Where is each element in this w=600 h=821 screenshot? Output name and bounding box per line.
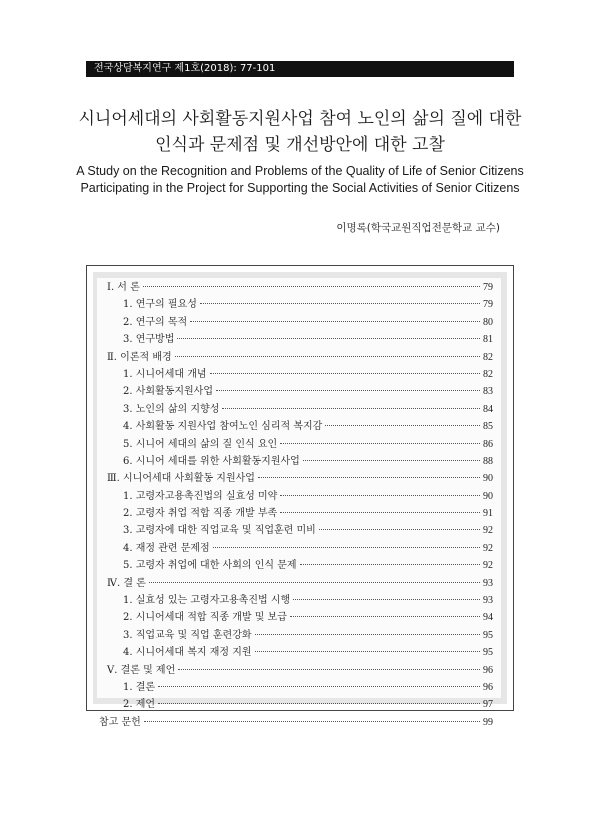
toc-page-number: 91 <box>483 508 493 520</box>
toc-page-number: 88 <box>483 455 493 467</box>
toc-page-number: 99 <box>483 716 493 728</box>
toc-section[interactable] <box>97 695 501 712</box>
toc-dot-leader <box>144 721 480 722</box>
toc-section[interactable] <box>97 382 501 399</box>
toc-list <box>97 278 501 730</box>
toc-page-number: 95 <box>483 629 493 641</box>
toc-entry-label: Ⅴ. 결론 및 제언 <box>107 664 176 676</box>
toc-dot-leader <box>175 356 480 357</box>
toc-dot-leader <box>213 547 480 548</box>
toc-entry-label: 참고 문헌 <box>99 716 141 728</box>
toc-dot-leader <box>190 321 480 322</box>
toc-page-number: 94 <box>483 612 493 624</box>
toc-page-number: 79 <box>483 282 493 293</box>
toc-entry-label: 2. 시니어세대 적합 직종 개발 및 보급 <box>123 612 287 624</box>
toc-page-number: 81 <box>483 334 493 346</box>
journal-header: 전국상담복지연구 제1호(2018): 77-101 <box>86 61 514 77</box>
toc-dot-leader <box>258 477 480 478</box>
toc-page-number: 96 <box>483 681 493 693</box>
toc-entry-label: 2. 고령자 취업 적합 직종 개발 부족 <box>123 508 278 520</box>
toc-dot-leader <box>158 686 480 687</box>
title-korean-line-2: 인식과 문제점 및 개선방안에 대한 고찰 <box>155 135 445 155</box>
toc-section[interactable] <box>97 521 501 538</box>
toc-dot-leader <box>158 703 480 704</box>
toc-entry-label: 4. 사회활동 지원사업 참여노인 심리적 복지감 <box>123 421 323 433</box>
toc-chapter[interactable] <box>97 469 501 486</box>
title-english-line-2: Participating in the Project for Supporting the Social Activities of Senior Citizens <box>80 181 520 195</box>
toc-page-number: 96 <box>483 664 493 676</box>
toc-entry-label: 3. 고령자에 대한 직업교육 및 직업훈련 미비 <box>123 525 316 537</box>
toc-dot-leader <box>255 634 480 635</box>
toc-dot-leader <box>325 425 480 426</box>
toc-entry-label: 1. 연구의 필요성 <box>123 299 197 311</box>
table-of-contents-box <box>86 265 514 728</box>
toc-entry-label: Ⅰ. 서 론 <box>107 282 140 293</box>
toc-chapter[interactable] <box>97 661 501 678</box>
toc-section[interactable] <box>97 365 501 382</box>
toc-section[interactable] <box>97 487 501 504</box>
toc-page-number: 90 <box>483 490 493 502</box>
toc-dot-leader <box>300 564 480 565</box>
toc-shadow-frame <box>93 272 507 728</box>
toc-page-number: 79 <box>483 299 493 311</box>
toc-page-number: 84 <box>483 403 493 415</box>
author-affiliation: 이명록(학국교원직업전문학교 교수) <box>336 222 500 234</box>
toc-section[interactable] <box>97 591 501 608</box>
toc-entry-label: 1. 고령자고용촉진법의 실효성 미약 <box>123 490 278 502</box>
toc-page-number: 97 <box>483 699 493 711</box>
toc-section[interactable] <box>97 556 501 573</box>
toc-section[interactable] <box>97 539 501 556</box>
toc-entry-label: Ⅳ. 결 론 <box>107 577 146 589</box>
toc-entry-label: 5. 고령자 취업에 대한 사회의 인식 문제 <box>123 560 297 572</box>
toc-dot-leader <box>143 286 480 287</box>
toc-entry-label: 3. 노인의 삶의 지향성 <box>123 403 220 415</box>
toc-section[interactable] <box>97 295 501 312</box>
toc-dot-leader <box>280 495 480 496</box>
toc-chapter[interactable] <box>97 278 501 295</box>
toc-reference[interactable] <box>97 713 501 730</box>
toc-section[interactable] <box>97 452 501 469</box>
toc-page-number: 90 <box>483 473 493 485</box>
toc-dot-leader <box>149 582 480 583</box>
toc-page-number: 82 <box>483 351 493 363</box>
toc-entry-label: 4. 시니어세대 복지 재정 지원 <box>123 647 252 659</box>
toc-section[interactable] <box>97 313 501 330</box>
toc-entry-label: 4. 재정 관련 문제점 <box>123 542 210 554</box>
toc-entry-label: 1. 시니어세대 개념 <box>123 368 207 380</box>
toc-section[interactable] <box>97 678 501 695</box>
toc-dot-leader <box>216 390 480 391</box>
toc-entry-label: 3. 연구방법 <box>123 334 175 346</box>
toc-dot-leader <box>200 303 480 304</box>
toc-page-number: 82 <box>483 368 493 380</box>
toc-section[interactable] <box>97 504 501 521</box>
toc-dot-leader <box>177 338 480 339</box>
toc-section[interactable] <box>97 330 501 347</box>
toc-dot-leader <box>293 599 480 600</box>
toc-chapter[interactable] <box>97 574 501 591</box>
toc-dot-leader <box>222 408 480 409</box>
toc-entry-label: 1. 결론 <box>123 681 156 693</box>
toc-section[interactable] <box>97 626 501 643</box>
title-english-line-1: A Study on the Recognition and Problems of the Quality of Life of Senior Citizens <box>76 164 524 178</box>
toc-page-number: 92 <box>483 525 493 537</box>
toc-section[interactable] <box>97 643 501 660</box>
toc-page-number: 85 <box>483 421 493 433</box>
toc-section[interactable] <box>97 400 501 417</box>
toc-entry-label: 2. 연구의 목적 <box>123 316 188 328</box>
toc-dot-leader <box>280 512 480 513</box>
toc-entry-label: 1. 실효성 있는 고령자고용촉진법 시행 <box>123 595 291 607</box>
toc-entry-label: 2. 제언 <box>123 699 156 711</box>
toc-entry-label: 2. 사회활동지원사업 <box>123 386 213 398</box>
toc-page-number: 93 <box>483 577 493 589</box>
toc-page-number: 83 <box>483 386 493 398</box>
toc-page-number: 92 <box>483 542 493 554</box>
toc-page-number: 93 <box>483 595 493 607</box>
toc-section[interactable] <box>97 417 501 434</box>
title-korean-line-1: 시니어세대의 사회활동지원사업 참여 노인의 삶의 질에 대한 <box>78 109 522 129</box>
toc-page-number: 95 <box>483 647 493 659</box>
toc-dot-leader <box>303 460 480 461</box>
toc-dot-leader <box>319 529 480 530</box>
toc-entry-label: 6. 시니어 세대를 위한 사회활동지원사업 <box>123 455 300 467</box>
toc-entry-label: Ⅱ. 이론적 배경 <box>107 351 172 363</box>
toc-section[interactable] <box>97 435 501 452</box>
toc-entry-label: 3. 직업교육 및 직업 훈련강화 <box>123 629 252 641</box>
toc-chapter[interactable] <box>97 348 501 365</box>
toc-section[interactable] <box>97 608 501 625</box>
toc-panel <box>97 278 501 728</box>
toc-dot-leader <box>280 443 480 444</box>
toc-entry-label: 5. 시니어 세대의 삶의 질 인식 요인 <box>123 438 278 450</box>
toc-entry-label: Ⅲ. 시니어세대 사회활동 지원사업 <box>107 473 255 485</box>
toc-dot-leader <box>210 373 480 374</box>
toc-page-number: 92 <box>483 560 493 572</box>
toc-dot-leader <box>290 616 480 617</box>
toc-page-number: 86 <box>483 438 493 450</box>
toc-dot-leader <box>178 669 480 670</box>
toc-dot-leader <box>255 651 480 652</box>
toc-page-number: 80 <box>483 316 493 328</box>
